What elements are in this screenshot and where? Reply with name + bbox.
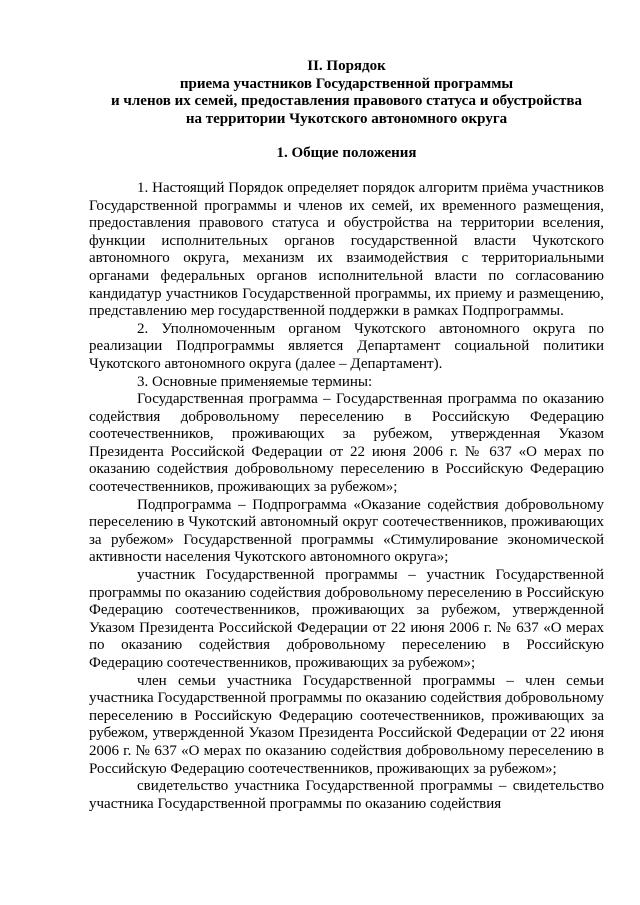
term-state-program: Государственная программа – Государственная программа по оказанию содействия добровольному переселению в Российскую Федерацию соотечественников, проживающих за рубежом, утвержденная Указом Президента Российской Федерации от 22 июня 2006 г. № 637 «О мерах по оказанию содействия добровольному переселению в Российскую Федерацию соотечественников, проживающих за рубежом»; xyxy=(89,391,604,496)
heading-line-2: приема участников Государственной программы xyxy=(179,75,514,92)
document-heading xyxy=(89,58,604,128)
document-page xyxy=(89,58,604,813)
term-participant: участник Государственной программы – участник Государственной программы по оказанию содействия добровольному переселению в Российскую Федерацию соотечественников, проживающих за рубежом, утвержденной Указом Президента Российской Федерации от 22 июня 2006 г. № 637 «О мерах по оказанию содействия добровольному переселению в Российскую Федерацию соотечественников, проживающих за рубежом»; xyxy=(89,567,604,671)
paragraph-3: 3. Основные применяемые термины: xyxy=(137,373,373,390)
heading-line-3: и членов их семей, предоставления правового статуса и обустройства xyxy=(111,93,582,110)
heading-line-1: II. Порядок xyxy=(307,58,386,74)
paragraph-1: 1. Настоящий Порядок определяет порядок алгоритм приёма участников Государственной программы и членов их семей, их временного размещения, предоставления правового статуса и обустройства на территории вселения, функции исполнительных органов государственной власти Чукотского автономного округа, механизм их взаимодействия с территориальными органами федеральных органов исполнительной власти по согласованию кандидатур участников Государственной программы, их приему и размещению, представлению мер государственной поддержки в рамках Подпрограммы. xyxy=(89,179,604,320)
section-title: 1. Общие положения xyxy=(276,145,417,162)
term-subprogram: Подпрограмма – Подпрограмма «Оказание содействия добровольному переселению в Чукотский автономный округ соотечественников, проживающих за рубежом» Государственной программы «Стимулирование экономической активности населения Чукотского автономного округа»; xyxy=(89,496,604,566)
heading-line-4: на территории Чукотского автономного округа xyxy=(185,110,508,127)
term-certificate: свидетельство участника Государственной программы – свидетельство участника Государственной программы по оказанию содействия xyxy=(89,778,604,812)
term-family-member: член семьи участника Государственной программы – член семьи участника Государственной программы по оказанию содействия добровольному переселению в Российскую Федерацию соотечественников, проживающих за рубежом, утвержденной Указом Президента Российской Федерации от 22 июня 2006 г. № 637 «О мерах по оказанию содействия добровольному переселению в Российскую Федерацию соотечественников, проживающих за рубежом»; xyxy=(89,672,604,777)
paragraph-2: 2. Уполномоченным органом Чукотского автономного округа по реализации Подпрограммы является Департамент социальной политики Чукотского автономного округа (далее – Департамент). xyxy=(89,320,604,372)
